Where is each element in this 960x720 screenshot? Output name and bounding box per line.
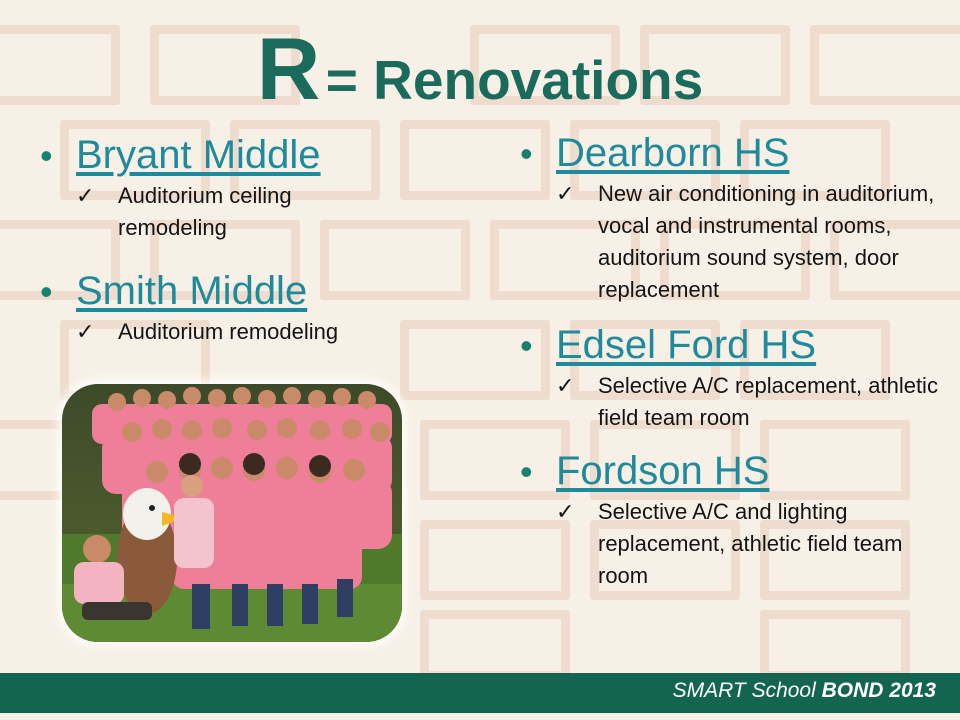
renovation-item: [556, 370, 960, 434]
renovation-list: [76, 180, 436, 244]
school-item: [40, 268, 436, 348]
renovation-list: [556, 496, 936, 592]
right-column: [520, 130, 938, 592]
footer-emphasis: BOND 2013: [821, 679, 936, 702]
checkmark-icon: ✓: [556, 181, 575, 206]
bullet-icon: •: [40, 135, 53, 176]
checkmark-icon: ✓: [76, 183, 95, 208]
bullet-icon: •: [520, 133, 533, 174]
brick-outline: [760, 610, 910, 680]
bullet-icon: •: [520, 451, 533, 492]
renovation-text: Auditorium remodeling: [118, 319, 339, 344]
renovation-item: [556, 496, 938, 592]
checkmark-icon: ✓: [556, 499, 575, 524]
brick-outline: [0, 420, 70, 500]
renovation-text: New air conditioning in auditorium, vocal and instrumental rooms, auditorium sound system, door replacement: [598, 181, 935, 302]
checkmark-icon: ✓: [76, 319, 95, 344]
school-item: [520, 322, 938, 434]
school-item: [520, 448, 936, 592]
school-item: [520, 130, 936, 306]
bullet-icon: •: [520, 325, 533, 366]
bullet-icon: •: [40, 271, 53, 312]
renovation-list: [556, 178, 936, 306]
school-link-dearborn-hs[interactable]: Dearborn HS: [556, 131, 790, 175]
renovation-text: Selective A/C replacement, athletic field team room: [598, 373, 938, 430]
renovation-text: Auditorium ceiling remodeling: [118, 183, 292, 240]
checkmark-icon: ✓: [556, 373, 575, 398]
renovation-list: [556, 370, 936, 434]
renovation-text: Selective A/C and lighting replacement, athletic field team room: [598, 499, 903, 588]
school-link-edsel-ford-hs[interactable]: Edsel Ford HS: [556, 323, 817, 367]
brick-outline: [420, 420, 570, 500]
brick-outline: [420, 610, 570, 680]
school-item: [40, 132, 436, 244]
renovation-list: [76, 316, 436, 348]
school-link-smith-middle[interactable]: Smith Middle: [76, 269, 308, 313]
slide-title: [0, 18, 960, 120]
title-text: = Renovations: [325, 49, 704, 111]
title-letter: R: [256, 19, 322, 118]
group-photo: [62, 384, 402, 642]
renovation-item: [76, 316, 438, 348]
school-link-bryant-middle[interactable]: Bryant Middle: [76, 133, 321, 177]
left-column: [40, 132, 436, 348]
footer-text: [673, 679, 936, 703]
brick-outline: [420, 520, 570, 600]
footer-bar: [0, 673, 960, 713]
footer-prefix: SMART School: [672, 679, 822, 702]
renovation-item: [556, 178, 938, 306]
renovation-item: [76, 180, 348, 244]
school-link-fordson-hs[interactable]: Fordson HS: [556, 449, 770, 493]
